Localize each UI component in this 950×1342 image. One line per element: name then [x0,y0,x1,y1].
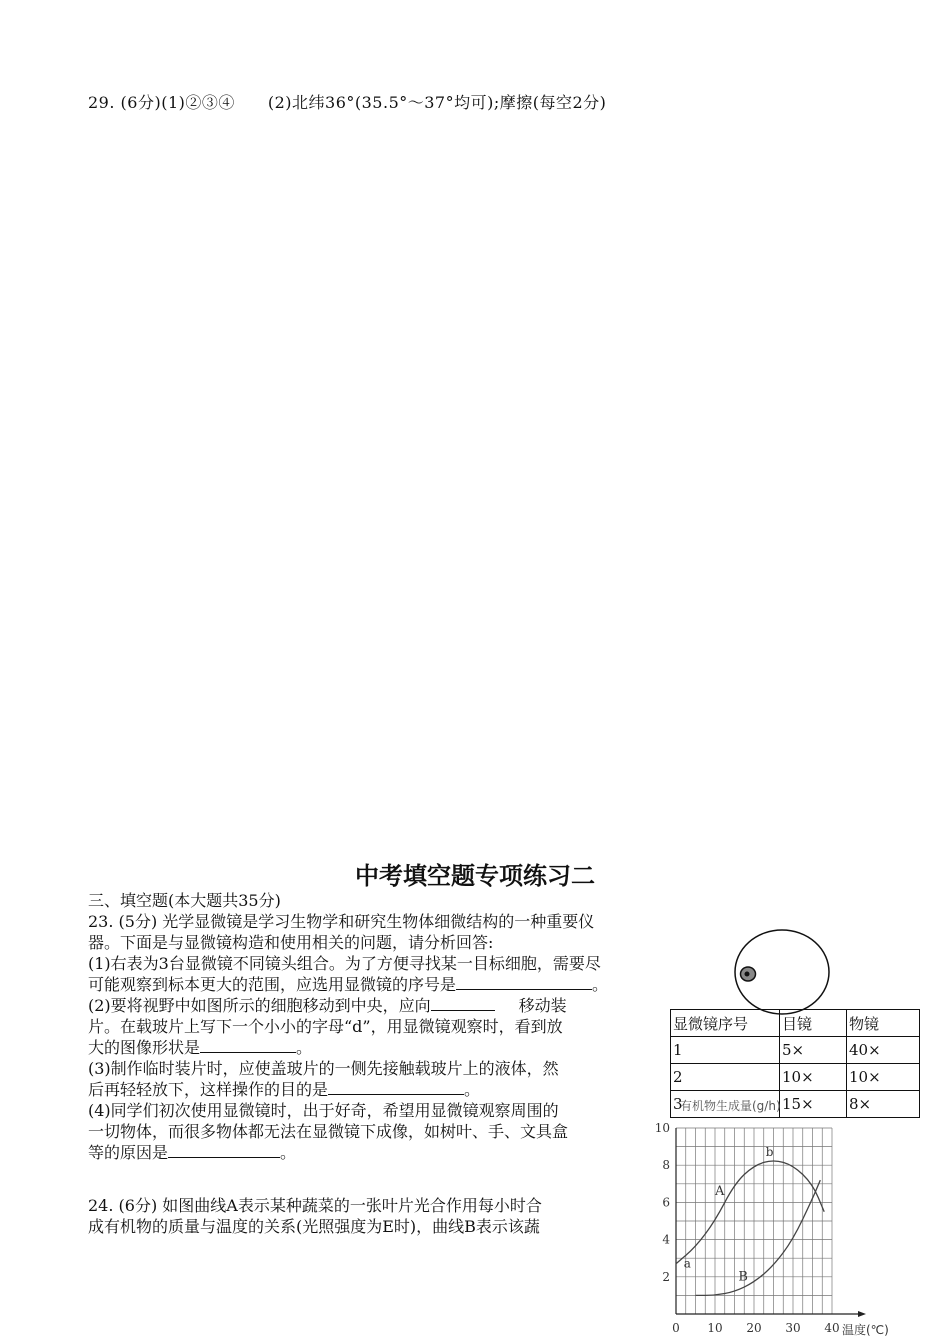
page-title: 中考填空题专项练习二 [355,862,595,890]
chart-xlabel: 温度(℃) [842,1323,889,1337]
series-label-A: A [715,1183,725,1199]
answer-blank-1[interactable] [456,975,592,990]
period: 。 [464,1080,481,1099]
q23-sub4-text: 等的原因是 [88,1143,169,1162]
table-header-cell: 物镜 [847,1010,920,1037]
period: 。 [280,1143,297,1162]
answer-29-line: 29. (6分)(1)②③④ (2)北纬36°(35.5°～37°均可);摩擦(每空2分) [88,93,607,112]
question-23-block [88,890,710,1163]
microscope-field-of-view [732,928,832,1018]
answer-blank-4[interactable] [328,1080,464,1095]
table-row [671,1064,920,1091]
annotation-b: b [765,1144,774,1159]
answer-blank-5[interactable] [168,1143,280,1158]
period: 。 [592,975,609,994]
y-tick-label: 10 [654,1121,670,1135]
q23-sub2-text: (2)要将视野中如图所示的细胞移动到中央，应向 [88,996,431,1015]
section-heading: 三、填空题(本大题共35分) [88,891,281,910]
x-tick-label: 30 [785,1321,801,1335]
y-tick-label: 2 [662,1269,670,1284]
period: 。 [296,1038,313,1057]
table-row [671,1037,920,1064]
q23-line-2: 器。下面是与显微镜构造和使用相关的问题，请分析回答: [88,933,494,952]
q23-sub4-line-3 [88,1142,710,1163]
table-cell: 15× [780,1091,847,1118]
y-tick-label: 6 [662,1195,670,1210]
y-tick-label: 4 [662,1232,670,1247]
x-tick-label: 20 [746,1321,762,1335]
q23-line-1: 23. (5分) 光学显微镜是学习生物学和研究生物体细微结构的一种重要仪 [88,912,595,931]
q23-sub4-line-2: 一切物体，而很多物体都无法在显微镜下成像，如树叶、手、文具盒 [88,1122,569,1141]
table-header-cell: 目镜 [780,1010,847,1037]
q24-line-2: 成有机物的质量与温度的关系(光照强度为E时)，曲线B表示该蔬 [88,1217,540,1236]
q23-sub3-line-2 [88,1079,710,1100]
table-cell: 2 [671,1064,780,1091]
answer-blank-2[interactable] [431,996,495,1011]
table-cell: 10× [780,1064,847,1091]
q23-sub2-line-3 [88,1037,710,1058]
chart-ylabel: 有机物生成量(g/h) [680,1099,781,1113]
q23-sub2-text-tail: 移动装 [518,996,567,1015]
y-tick-label: 8 [662,1158,670,1173]
table-cell: 5× [780,1037,847,1064]
q23-sub1-text: 可能观察到标本更大的范围，应选用显微镜的序号是 [88,975,457,994]
question-24-block [88,1195,710,1237]
q23-sub1-line-2 [88,974,710,995]
q23-sub4-line-1: (4)同学们初次使用显微镜时，出于好奇，希望用显微镜观察周围的 [88,1101,559,1120]
q23-sub2-line-1 [88,995,710,1016]
table-header-row [671,1010,920,1037]
table-cell: 10× [847,1064,920,1091]
series-label-B: B [738,1269,748,1285]
q23-sub3-text: 后再轻轻放下，这样操作的目的是 [88,1080,329,1099]
table-cell: 40× [847,1037,920,1064]
photosynthesis-chart [650,1118,950,1342]
q23-sub2-line-2: 片。在载玻片上写下一个小小的字母“d”，用显微镜观察时，看到放 [88,1017,563,1036]
series-line-A [676,1161,824,1264]
q23-sub3-line-1: (3)制作临时装片时，应使盖玻片的一侧先接触载玻片上的液体，然 [88,1059,559,1078]
q24-line-1: 24. (6分) 如图曲线A表示某种蔬菜的一张叶片光合作用每小时合 [88,1196,542,1215]
table-cell: 3 [671,1091,780,1118]
q23-sub1-line-1: (1)右表为3台显微镜不同镜头组合。为了方便寻找某一目标细胞，需要尽 [88,954,601,973]
x-tick-label: 40 [824,1321,840,1335]
table-cell: 8× [847,1091,920,1118]
x-tick-label: 0 [672,1321,680,1335]
x-tick-label: 10 [707,1321,723,1335]
table-header-cell: 显微镜序号 [671,1010,780,1037]
answer-blank-3[interactable] [200,1038,296,1053]
annotation-a: a [683,1256,691,1271]
x-axis-arrow [858,1311,866,1317]
q23-sub2-text-c: 大的图像形状是 [88,1038,201,1057]
table-cell: 1 [671,1037,780,1064]
